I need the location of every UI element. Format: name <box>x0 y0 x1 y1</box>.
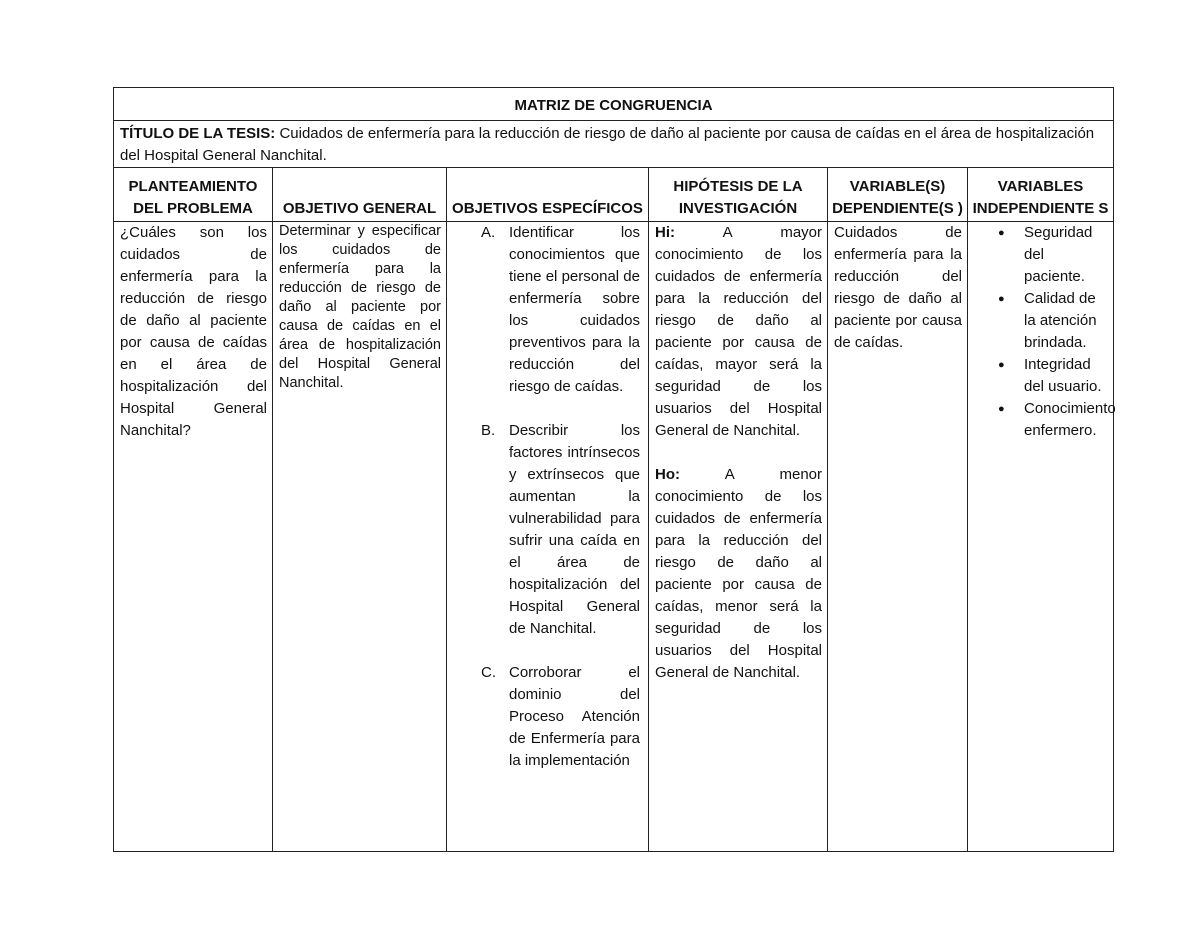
independent-variable-item <box>998 222 1109 288</box>
hypothesis-cell <box>649 222 828 852</box>
header-specific-objectives: OBJETIVOS ESPECÍFICOS <box>447 168 649 222</box>
hypothesis-label: Ho: <box>655 466 680 483</box>
research-hypothesis <box>655 222 822 442</box>
objective-text: Corroborar el dominio del Proceso Atención de Enfermería para la implementación <box>509 664 640 769</box>
hypothesis-text: A menor conocimiento de los cuidados de enfermería para la reducción del riesgo de daño al paciente por causa de caídas, menor será la seguridad de los usuarios del Hospital General de Nanchital. <box>655 466 822 681</box>
title-row <box>114 88 1114 121</box>
independent-variables-list <box>968 222 1116 442</box>
objective-text: Identificar los conocimientos que tiene el personal de enfermería sobre los cuidados preventivos para la reducción del riesgo de caídas. <box>509 224 640 395</box>
general-objective-text: Determinar y especificar los cuidados de enfermería para la reducción de riesgo de daño al paciente por causa de caídas en el área de hospitalización del Hospital General Nanchital. <box>279 223 441 391</box>
hypothesis-text: A mayor conocimiento de los cuidados de enfermería para la reducción del riesgo de daño al paciente por causa de caídas, mayor será la seguridad de los usuarios del Hospital General de Nanchital. <box>655 224 822 439</box>
thesis-title-cell <box>114 121 1114 168</box>
objective-letter: A. <box>481 224 496 241</box>
header-problem: PLANTEAMIENTO DEL PROBLEMA <box>114 168 273 222</box>
thesis-row <box>114 121 1114 168</box>
independent-variable-item <box>998 398 1116 442</box>
independent-variable-text: Conocimiento enfermero. <box>1024 400 1116 439</box>
specific-objective-item <box>447 662 642 772</box>
header-general-objective: OBJETIVO GENERAL <box>273 168 447 222</box>
congruence-matrix-table <box>113 87 1114 852</box>
bullet-icon: ● <box>998 227 1005 239</box>
bullet-icon: ● <box>998 403 1005 415</box>
independent-variable-text: Integridad del usuario. <box>1024 356 1102 395</box>
dependent-variable-cell <box>828 222 968 852</box>
bullet-icon: ● <box>998 293 1005 305</box>
independent-variable-text: Calidad de la atención brindada. <box>1024 290 1097 351</box>
specific-objectives-list <box>447 222 642 772</box>
problem-cell <box>114 222 273 852</box>
header-row <box>114 168 1114 222</box>
header-hypothesis: HIPÓTESIS DE LA INVESTIGACIÓN <box>649 168 828 222</box>
specific-objectives-cell <box>447 222 649 852</box>
objective-letter: C. <box>481 664 496 681</box>
independent-variable-text: Seguridad del paciente. <box>1024 224 1093 285</box>
header-dependent-variable: VARIABLE(S) DEPENDIENTE(S ) <box>828 168 968 222</box>
hypothesis-label: Hi: <box>655 224 675 241</box>
specific-objective-item <box>447 222 642 398</box>
independent-variables-cell <box>968 222 1114 852</box>
objective-text: Describir los factores intrínsecos y extrínsecos que aumentan la vulnerabilidad para sufrir una caída en el área de hospitalización del Hospital General de Nanchital. <box>509 422 640 637</box>
independent-variable-item <box>998 354 1109 398</box>
general-objective-cell <box>273 222 447 852</box>
objective-letter: B. <box>481 422 496 439</box>
matrix-title: MATRIZ DE CONGRUENCIA <box>114 88 1114 121</box>
null-hypothesis <box>655 464 822 684</box>
bullet-icon: ● <box>998 359 1005 371</box>
dependent-variable-text: Cuidados de enfermería para la reducción del riesgo de daño al paciente por causa de caídas. <box>834 224 962 351</box>
problem-text: ¿Cuáles son los cuidados de enfermería para la reducción de riesgo de daño al paciente por causa de caídas en el área de hospitalización del Hospital General Nanchital? <box>120 224 267 439</box>
independent-variable-item <box>998 288 1109 354</box>
specific-objective-item <box>447 420 642 640</box>
thesis-text: Cuidados de enfermería para la reducción de riesgo de daño al paciente por causa de caídas en el área de hospitalización del Hospital General Nanchital. <box>120 125 1095 164</box>
thesis-label: TÍTULO DE LA TESIS: <box>120 125 276 142</box>
content-row <box>114 222 1114 852</box>
header-independent-variables: VARIABLES INDEPENDIENTE S <box>968 168 1114 222</box>
